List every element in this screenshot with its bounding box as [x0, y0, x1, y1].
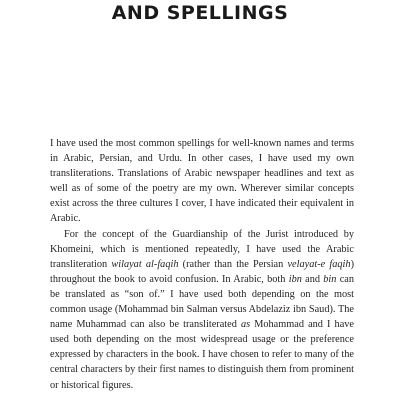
- italic-term: ibn: [288, 273, 302, 285]
- section-heading: AND SPELLINGS: [111, 2, 289, 24]
- body-text: [50, 136, 354, 393]
- text-run: and: [301, 273, 324, 285]
- italic-term: wilayat al-faqih: [111, 258, 179, 270]
- text-run: (rather than the Persian: [178, 258, 288, 270]
- text-run: can be translated as “son of.” I have used both depending on the most common usage (Mohammad bin Salman versus Abdelaziz ibn Saud). The name Muhammad can also be transliterated: [50, 273, 354, 331]
- text-run: I have used the most common spellings for well-known names and terms in Arabic, Persian, and Urdu. In other cases, I have used my own transliterations. Translations of Arabic newspaper headlines and text as well as of some of the poetry are my own. Wherever similar concepts exist across the three cultures I cover, I have indicated their equivalent in Arabic.: [50, 138, 354, 225]
- text-run: Mohammad and I have used both depending on the most widespread usage or the preference expressed by characters in the book. I have chosen to refer to many of the central characters by their first names to distinguish them from prominent or historical figures.: [50, 319, 354, 391]
- text-run: For the concept of the Guardianship of the Jurist introduced by Khomeini, which is mentioned repeatedly, I have used the Arabic transliteration: [50, 228, 354, 270]
- italic-term: as: [240, 319, 251, 331]
- paragraph: [50, 227, 354, 393]
- italic-term: bin: [323, 273, 337, 285]
- text-run: ) throughout the book to avoid confusion. In Arabic, both: [50, 258, 354, 285]
- italic-term: velayat-e faqih: [287, 258, 351, 270]
- paragraph: [50, 136, 354, 227]
